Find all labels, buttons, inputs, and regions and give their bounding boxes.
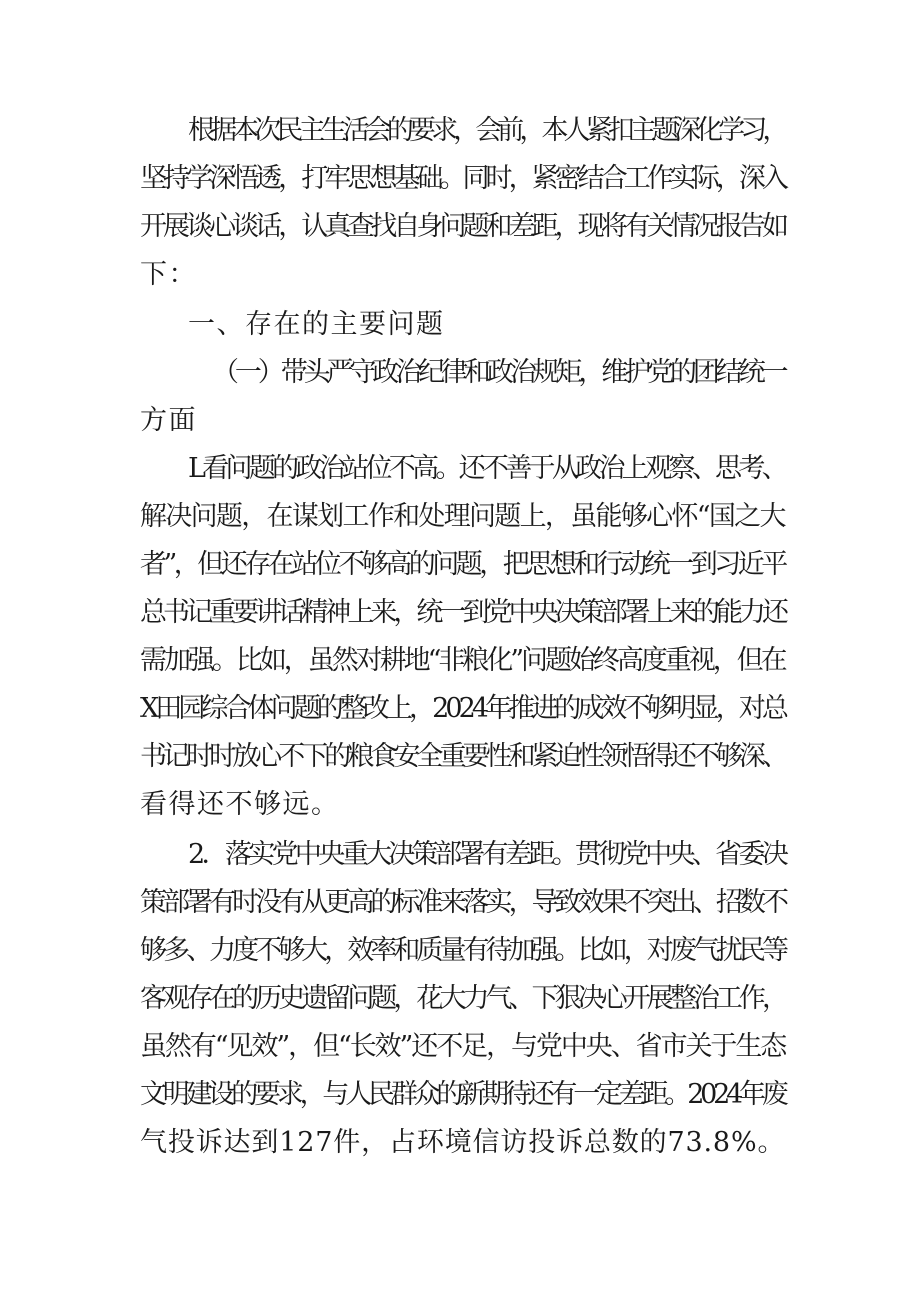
text-line: 者”，但还存在站位不够高的问题，把思想和行动统一到习近平 <box>140 549 785 580</box>
text-line: 策部署有时没有从更高的标准来落实，导致效果不突出、招数不 <box>140 887 785 918</box>
text-line: 文明建设的要求，与人民群众的新期待还有一定差距。2024年废 <box>140 1079 785 1110</box>
text-line: L看问题的政治站位不高。还不善于从政治上观察、思考、 <box>188 453 785 484</box>
text-line: X田园综合体问题的整改上，2024年推进的成效不够明显，对总 <box>140 693 785 724</box>
text-line: 下： <box>140 259 197 290</box>
text-line: 解决问题，在谋划工作和处理问题上，虽能够心怀“国之大 <box>140 501 785 532</box>
text-line: 根据本次民主生活会的要求，会前，本人紧扣主题深化学习， <box>188 115 785 146</box>
text-line: 一、存在的主要问题 <box>188 309 445 340</box>
text-line: 坚持学深悟透，打牢思想基础。同时，紧密结合工作实际，深入 <box>140 163 785 194</box>
text-line: 方面 <box>140 405 197 436</box>
text-line: 2．落实党中央重大决策部署有差距。贯彻党中央、省委决 <box>188 839 786 870</box>
text-line: 气投诉达到127件，占环境信访投诉总数的73.8%。 <box>140 1127 786 1158</box>
text-line: （一）带头严守政治纪律和政治规矩，维护党的团结统一 <box>212 357 785 388</box>
text-line: 客观存在的历史遗留问题，花大力气、下狠决心开展整治工作， <box>140 983 785 1014</box>
text-line: 书记时时放心不下的粮食安全重要性和紧迫性领悟得还不够深、 <box>140 741 785 772</box>
text-line: 需加强。比如，虽然对耕地“非粮化”问题始终高度重视，但在 <box>140 645 785 676</box>
text-line: 够多、力度不够大，效率和质量有待加强。比如，对废气扰民等 <box>140 935 785 966</box>
text-line: 开展谈心谈话，认真查找自身问题和差距，现将有关情况报告如 <box>140 211 785 242</box>
text-line: 看得还不够远。 <box>140 789 340 820</box>
text-line: 虽然有“见效”，但“长效”还不足，与党中央、省市关于生态 <box>140 1031 786 1062</box>
text-line: 总书记重要讲话精神上来，统一到党中央决策部署上来的能力还 <box>140 597 785 628</box>
